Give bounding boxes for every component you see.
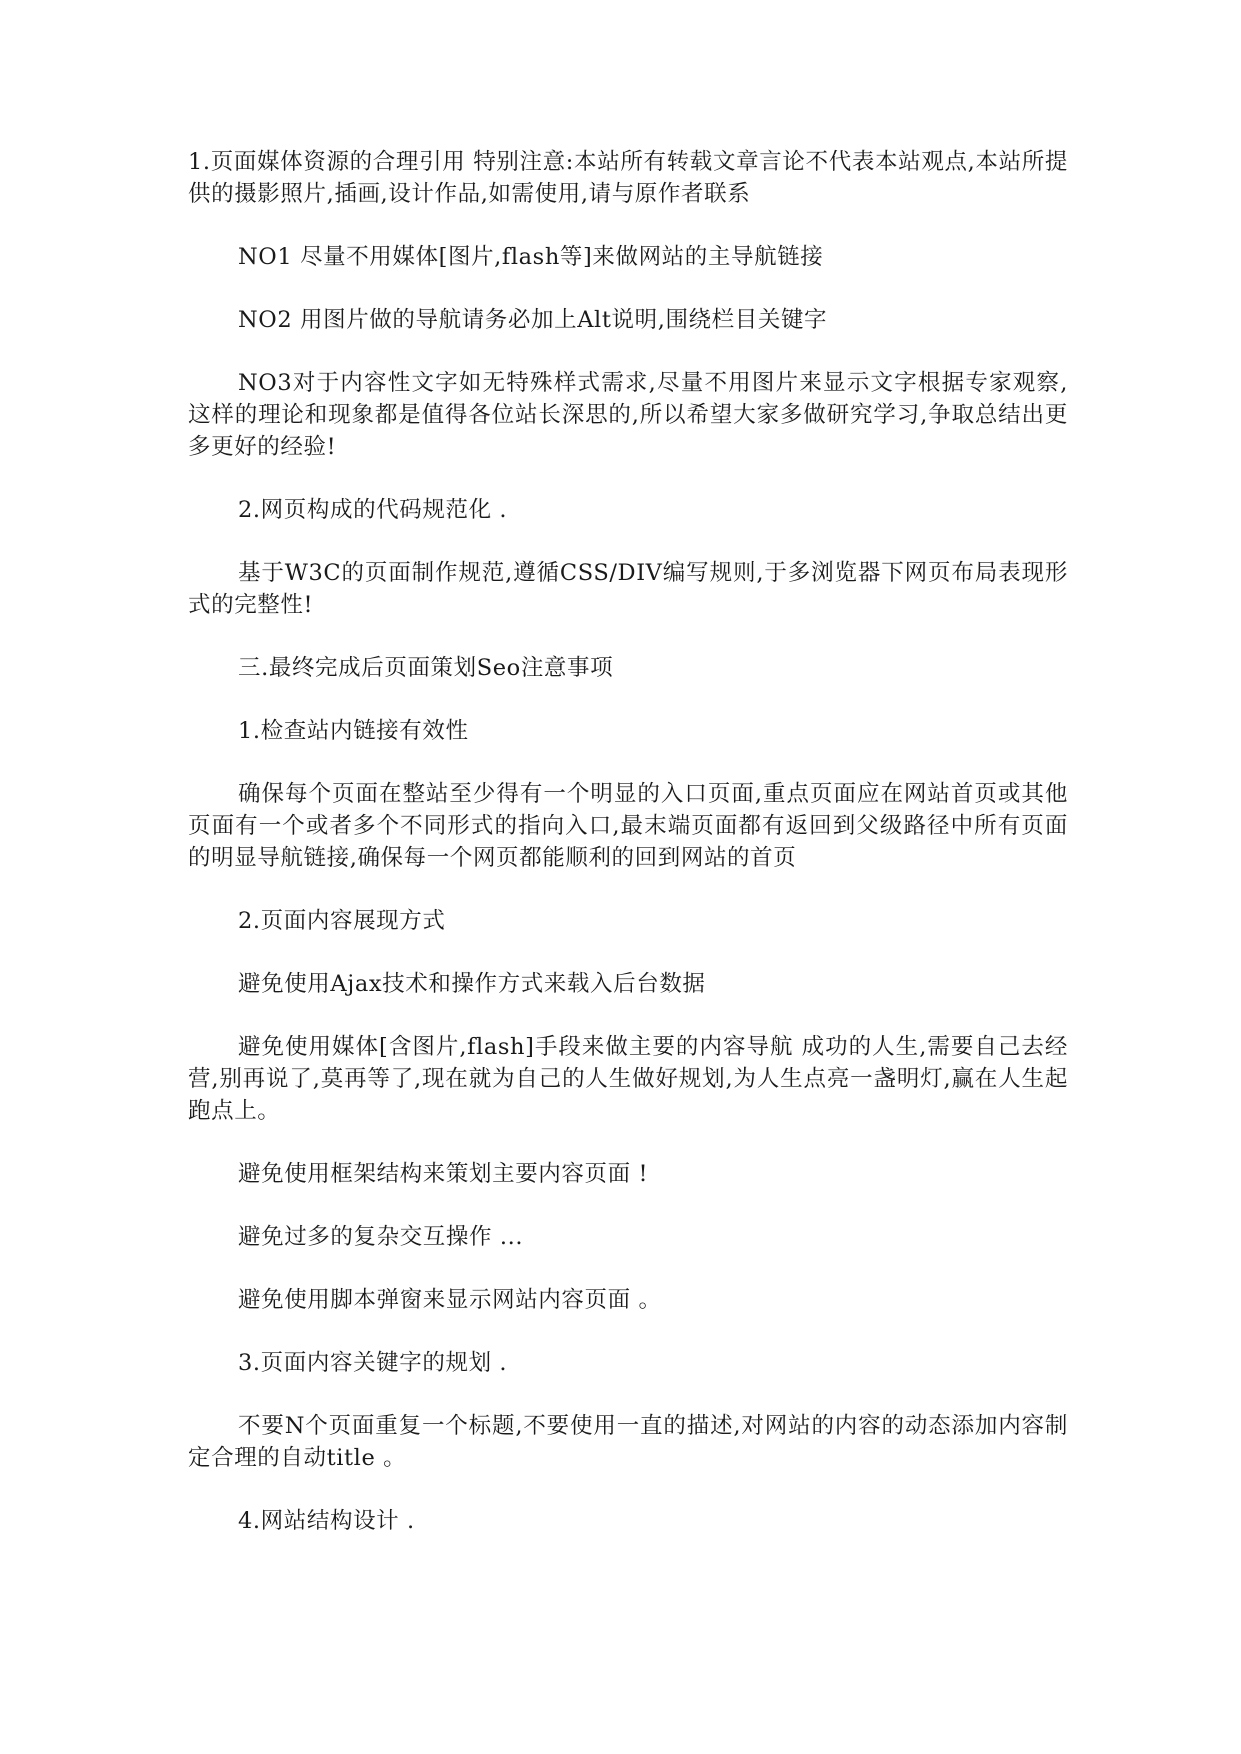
document-page (188, 146, 1068, 1568)
paragraph-avoid-media: 避免使用媒体[含图片,flash]手段来做主要的内容导航 成功的人生,需要自己去经营,别再说了,莫再等了,现在就为自己的人生做好规划,为人生点亮一盏明灯,赢在人生起跑点上。 (188, 1034, 1068, 1124)
paragraph-titles: 不要N个页面重复一个标题,不要使用一直的描述,对网站的内容的动态添加内容制定合理的自动title 。 (188, 1413, 1068, 1471)
paragraph-w3c: 基于W3C的页面制作规范,遵循CSS/DIV编写规则,于多浏览器下网页布局表现形式的完整性! (188, 560, 1068, 618)
section-heading-seo: 三.最终完成后页面策划Seo注意事项 (238, 655, 614, 681)
subheading-site-structure: 4.网站结构设计 . (238, 1508, 415, 1534)
paragraph-code-standards: 2.网页构成的代码规范化 . (238, 497, 508, 523)
paragraph-avoid-frames: 避免使用框架结构来策划主要内容页面 ! (238, 1161, 649, 1187)
paragraph-entry-pages: 确保每个页面在整站至少得有一个明显的入口页面,重点页面应在网站首页或其他页面有一个或者多个不同形式的指向入口,最末端页面都有返回到父级路径中所有页面的明显导航链接,确保每一个网页都能顺利的回到网站的首页 (188, 781, 1068, 871)
paragraph-no3: NO3对于内容性文字如无特殊样式需求,尽量不用图片来显示文字根据专家观察,这样的理论和现象都是值得各位站长深思的,所以希望大家多做研究学习,争取总结出更多更好的经验! (188, 370, 1068, 460)
paragraph-avoid-interaction: 避免过多的复杂交互操作 ... (238, 1224, 524, 1250)
subheading-content-display: 2.页面内容展现方式 (238, 908, 446, 934)
subheading-link-check: 1.检查站内链接有效性 (238, 718, 469, 744)
subheading-keywords: 3.页面内容关键字的规划 . (238, 1350, 508, 1376)
paragraph-no2: NO2 用图片做的导航请务必加上Alt说明,围绕栏目关键字 (238, 307, 828, 333)
paragraph-media-resources: 1.页面媒体资源的合理引用 特别注意:本站所有转载文章言论不代表本站观点,本站所提供的摄影照片,插画,设计作品,如需使用,请与原作者联系 (188, 149, 1068, 207)
paragraph-no1: NO1 尽量不用媒体[图片,flash等]来做网站的主导航链接 (238, 244, 824, 270)
paragraph-avoid-popups: 避免使用脚本弹窗来显示网站内容页面 。 (238, 1287, 662, 1313)
paragraph-avoid-ajax: 避免使用Ajax技术和操作方式来载入后台数据 (238, 971, 706, 997)
